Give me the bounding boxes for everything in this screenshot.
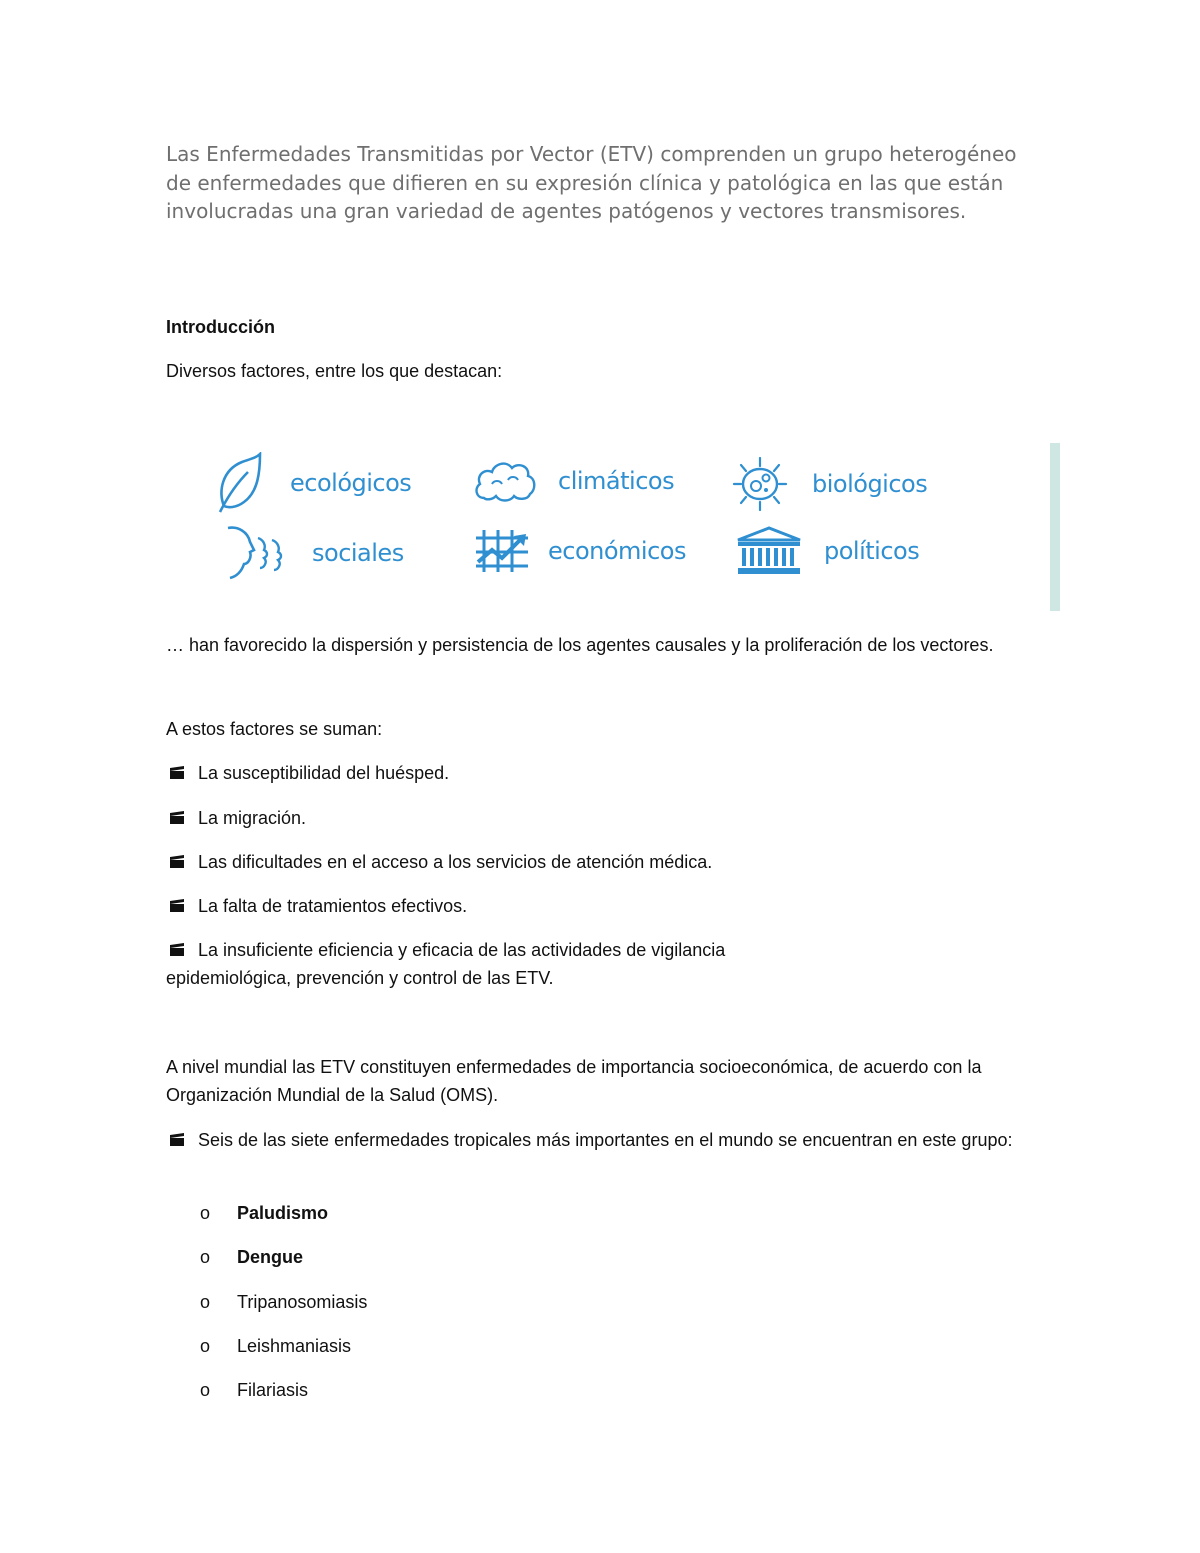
clapperboard-icon [168,1133,186,1147]
clapperboard-icon [168,766,186,780]
factor-social [224,524,404,582]
government-building-icon [736,526,802,576]
factor-political [736,526,919,576]
disease-item: o Filariasis [200,1380,309,1400]
consequence-text: … han favorecido la dispersión y persistencia de los agentes causales y la proliferación de los vectores. [166,635,994,655]
cloud-icon [472,458,538,504]
faces-icon [224,524,294,582]
list-item: Las dificultades en el acceso a los servicios de atención médica. [166,848,712,876]
factor-ecological-label: ecológicos [290,469,412,497]
microbe-icon [730,456,790,512]
list-item: Seis de las siete enfermedades tropicales más importantes en el mundo se encuentran en este grupo: [166,1126,1036,1154]
lead-in-text: Diversos factores, entre los que destacan: [166,361,503,381]
list-item: La migración. [166,804,306,832]
clapperboard-icon [168,811,186,825]
factor-social-label: sociales [312,539,404,567]
clapperboard-icon [168,943,186,957]
disease-item: o Leishmaniasis [200,1336,352,1356]
chart-grid-icon [474,528,530,574]
disease-item: o Paludismo [200,1203,329,1223]
section-heading: Introducción [166,317,275,337]
factor-economic-label: económicos [548,537,686,565]
factor-political-label: políticos [824,537,920,565]
leaf-icon [214,452,264,514]
additions-intro: A estos factores se suman: [166,719,383,739]
factors-graphic [200,438,960,598]
clapperboard-icon [168,899,186,913]
factor-biological-label: biológicos [812,470,928,498]
factor-ecological [214,452,411,514]
factor-economic [474,528,686,574]
disease-item: o Dengue [200,1247,304,1267]
factor-climatic-label: climáticos [558,467,675,495]
clapperboard-icon [168,855,186,869]
list-item: La insuficiente eficiencia y eficacia de las actividades de vigilancia epidemiológica, prevención y control de las ETV. [166,940,726,988]
intro-paragraph: Las Enfermedades Transmitidas por Vector (ETV) comprenden un grupo heterogéneo de enfermedades que difieren en su expresión clínica y patológica en las que están involucradas una gran variedad de agentes patógenos y vectores transmisores. [166,142,1017,223]
disease-item: o Tripanosomiasis [200,1292,368,1312]
factor-biological [730,456,927,512]
factor-climatic [472,458,674,504]
list-item: La susceptibilidad del huésped. [166,759,449,787]
list-item: La falta de tratamientos efectivos. [166,892,467,920]
global-paragraph: A nivel mundial las ETV constituyen enfermedades de importancia socioeconómica, de acuerdo con la Organización Mundial de la Salud (OMS). [166,1057,982,1105]
side-accent-bar [1050,443,1060,611]
